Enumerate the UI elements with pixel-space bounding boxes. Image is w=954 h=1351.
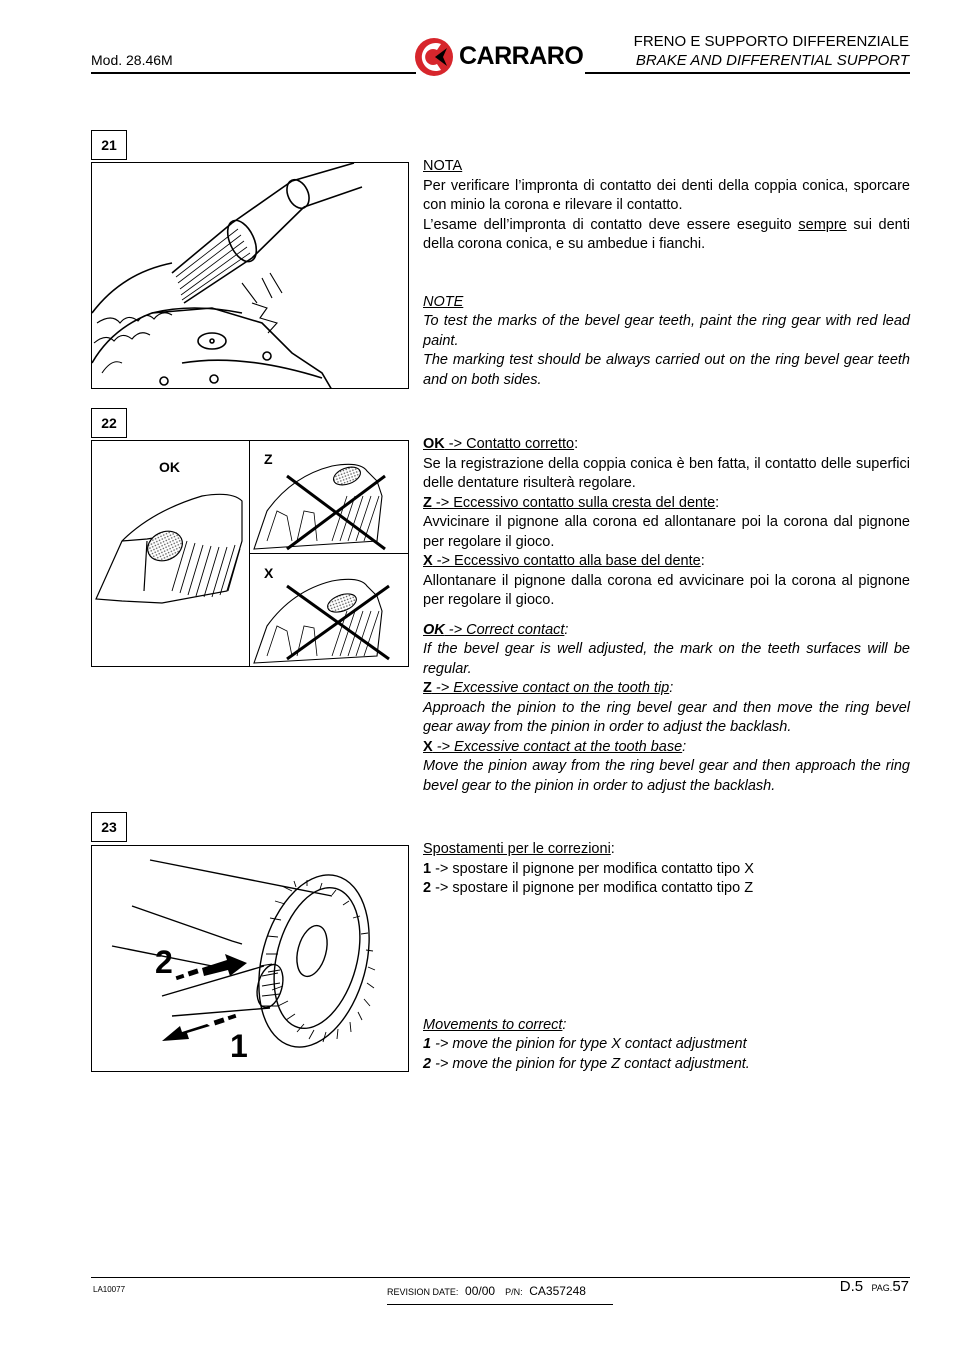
figure-22-illustration (91, 440, 409, 667)
en-z-text: Approach the pinion to the ring bevel gear and then move the ring bevel gear away from the pinion in order to adjust the backlash. (423, 699, 910, 735)
nota-paragraph-1: Per verificare l’impronta di contatto dei denti della coppia conica, sporcare con minio la corona e rilevare il contatto. (423, 177, 910, 213)
en-move-2-text: -> move the pinion for type Z contact adjustment. (431, 1055, 750, 1072)
it-ok-text: Se la registrazione della coppia conica è ben fatta, il contatto delle superfici delle dentature risulterà regolare. (423, 455, 910, 491)
carraro-logo (413, 36, 585, 78)
spostamenti-heading: Spostamenti per le correzioni (423, 841, 611, 857)
en-z-title: -> Excessive contact on the tooth tip (431, 680, 670, 696)
revision-label: REVISION DATE: (387, 1287, 459, 1297)
revision-info (387, 1284, 586, 1298)
figure-number-22: 22 (91, 408, 127, 438)
en-x-title: -> Excessive contact at the tooth base (432, 738, 683, 755)
en-move-1-key: 1 (423, 1036, 432, 1052)
arrow-2-label: 2 (155, 944, 173, 980)
nota-p2-end: sui denti della corona conica, e su ambedue i fianchi. (423, 216, 910, 252)
label-ok: OK (159, 459, 180, 475)
en-ok-text: If the bevel gear is well adjusted, the mark on the teeth surfaces will be regular. (423, 641, 910, 677)
page-label: PAG. (871, 1283, 893, 1293)
it-z-text: Avvicinare il pignone alla corona ed allontanare poi la corona dal pignone per regolare il gioco. (423, 514, 910, 550)
it-move-2-text: -> spostare il pignone per modifica contatto tipo Z (431, 880, 754, 896)
bevel-gear-paint-illustration (92, 163, 409, 389)
en-ok-key: OK (423, 621, 445, 638)
movements-heading: Movements to correct (423, 1016, 563, 1033)
revision-underline (387, 1304, 613, 1305)
it-z-key: Z (423, 494, 432, 511)
it-move-1-text: -> spostare il pignone per modifica contatto tipo X (431, 860, 754, 877)
figure-23-text: Spostamenti per le correzioni: 1 -> spostare il pignone per modifica contatto tipo X 2 -> spostare il pignone per modifica contatto tipo Z Movements to correct: 1 -> move the pinion for type X contact adjustment 2 -> move the pinion for type Z contact adjustment. (423, 841, 754, 1072)
carraro-logo-mark-icon (413, 36, 459, 78)
arrow-2-icon (176, 954, 247, 980)
it-move-1-key: 1 (423, 860, 432, 877)
it-ok-key: OK (423, 436, 445, 452)
model-label: Mod. 28.46M (91, 52, 173, 68)
nota-p2-emphasis: sempre (798, 216, 847, 233)
page-number (840, 1278, 909, 1295)
nota-paragraph-2 (423, 216, 910, 255)
note-paragraph-2: The marking test should be always carried out on the ring bevel gear teeth and on both sides. (423, 352, 910, 388)
header-title-it: FRENO E SUPPORTO DIFFERENZIALE (633, 33, 909, 50)
arrow-1-icon (162, 1014, 236, 1041)
it-x-key: X (423, 553, 433, 569)
contact-pattern-illustration (92, 441, 409, 667)
it-z-title: -> Eccessivo contatto sulla cresta del dente (431, 494, 716, 511)
en-move-2-key: 2 (423, 1055, 432, 1072)
header-rule-left (91, 72, 416, 74)
it-ok-title: -> Contatto corretto (444, 436, 575, 452)
en-x-key: X (423, 738, 433, 755)
figure-number-23: 23 (91, 812, 127, 842)
figure-21-illustration (91, 162, 409, 389)
en-x-text: Move the pinion away from the ring bevel gear and then approach the ring bevel gear to the pinion in order to adjust the backlash. (423, 758, 910, 794)
footer-rule (91, 1277, 910, 1278)
page-value: 57 (892, 1278, 909, 1295)
header-title-en: BRAKE AND DIFFERENTIAL SUPPORT (635, 52, 909, 69)
label-z: Z (264, 451, 273, 467)
it-x-title: -> Eccessivo contatto alla base del dente (432, 553, 701, 569)
en-ok-title: -> Correct contact (444, 621, 565, 638)
arrow-1-label: 1 (230, 1028, 248, 1064)
logo-wordmark: CARRARO (459, 42, 584, 70)
pinion-movement-illustration (92, 846, 409, 1072)
nota-p2-start: L’esame dell’impronta di contatto deve essere eseguito (423, 216, 799, 233)
figure-number-21: 21 (91, 130, 127, 160)
it-x-text: Allontanare il pignone dalla corona ed avvicinare poi la corona al pignone per regolare il gioco. (423, 572, 910, 608)
pn-label: P/N: (505, 1287, 523, 1297)
figure-22-text: OK -> Contatto corretto: Se la registrazione della coppia conica è ben fatta, il contatto delle superfici delle dentature risulterà regolare. Z -> Eccessivo contatto sulla cresta del dente: Avvicinare il pignone alla corona ed allontanare poi la corona dal pignone per regolare il gioco. X -> Eccessivo contatto alla base del dente: Allontanare il pignone dalla corona ed avvicinare poi la corona al pignone per regolare il gioco. OK -> Correct contact: If the bevel gear is well adjusted, the mark on the teeth surfaces will be regular. Z -> Excessive contact on the tooth tip: Approach the pinion to the ring bevel gear and then move the ring bevel gear away from the pinion in order to adjust the backlash. X -> Excessive contact at the tooth base: Move the pinion away from the ring bevel gear and then approach the ring bevel gear to the pinion in order to adjust the backlash. (423, 435, 910, 796)
figure-21-text (423, 157, 910, 390)
en-z-key: Z (423, 680, 432, 696)
it-move-2-key: 2 (423, 880, 432, 896)
section-number: D.5 (839, 1278, 864, 1295)
nota-heading: NOTA (423, 158, 463, 174)
en-move-1-text: -> move the pinion for type X contact adjustment (431, 1036, 747, 1052)
revision-value: 00/00 (465, 1284, 496, 1298)
document-code: LA10077 (93, 1285, 126, 1294)
figure-23-illustration (91, 845, 409, 1072)
note-paragraph-1: To test the marks of the bevel gear teeth, paint the ring gear with red lead paint. (423, 313, 910, 349)
pn-value: CA357248 (529, 1284, 586, 1298)
label-x: X (264, 565, 274, 581)
note-heading: NOTE (423, 293, 464, 310)
header-rule-right (585, 72, 910, 74)
